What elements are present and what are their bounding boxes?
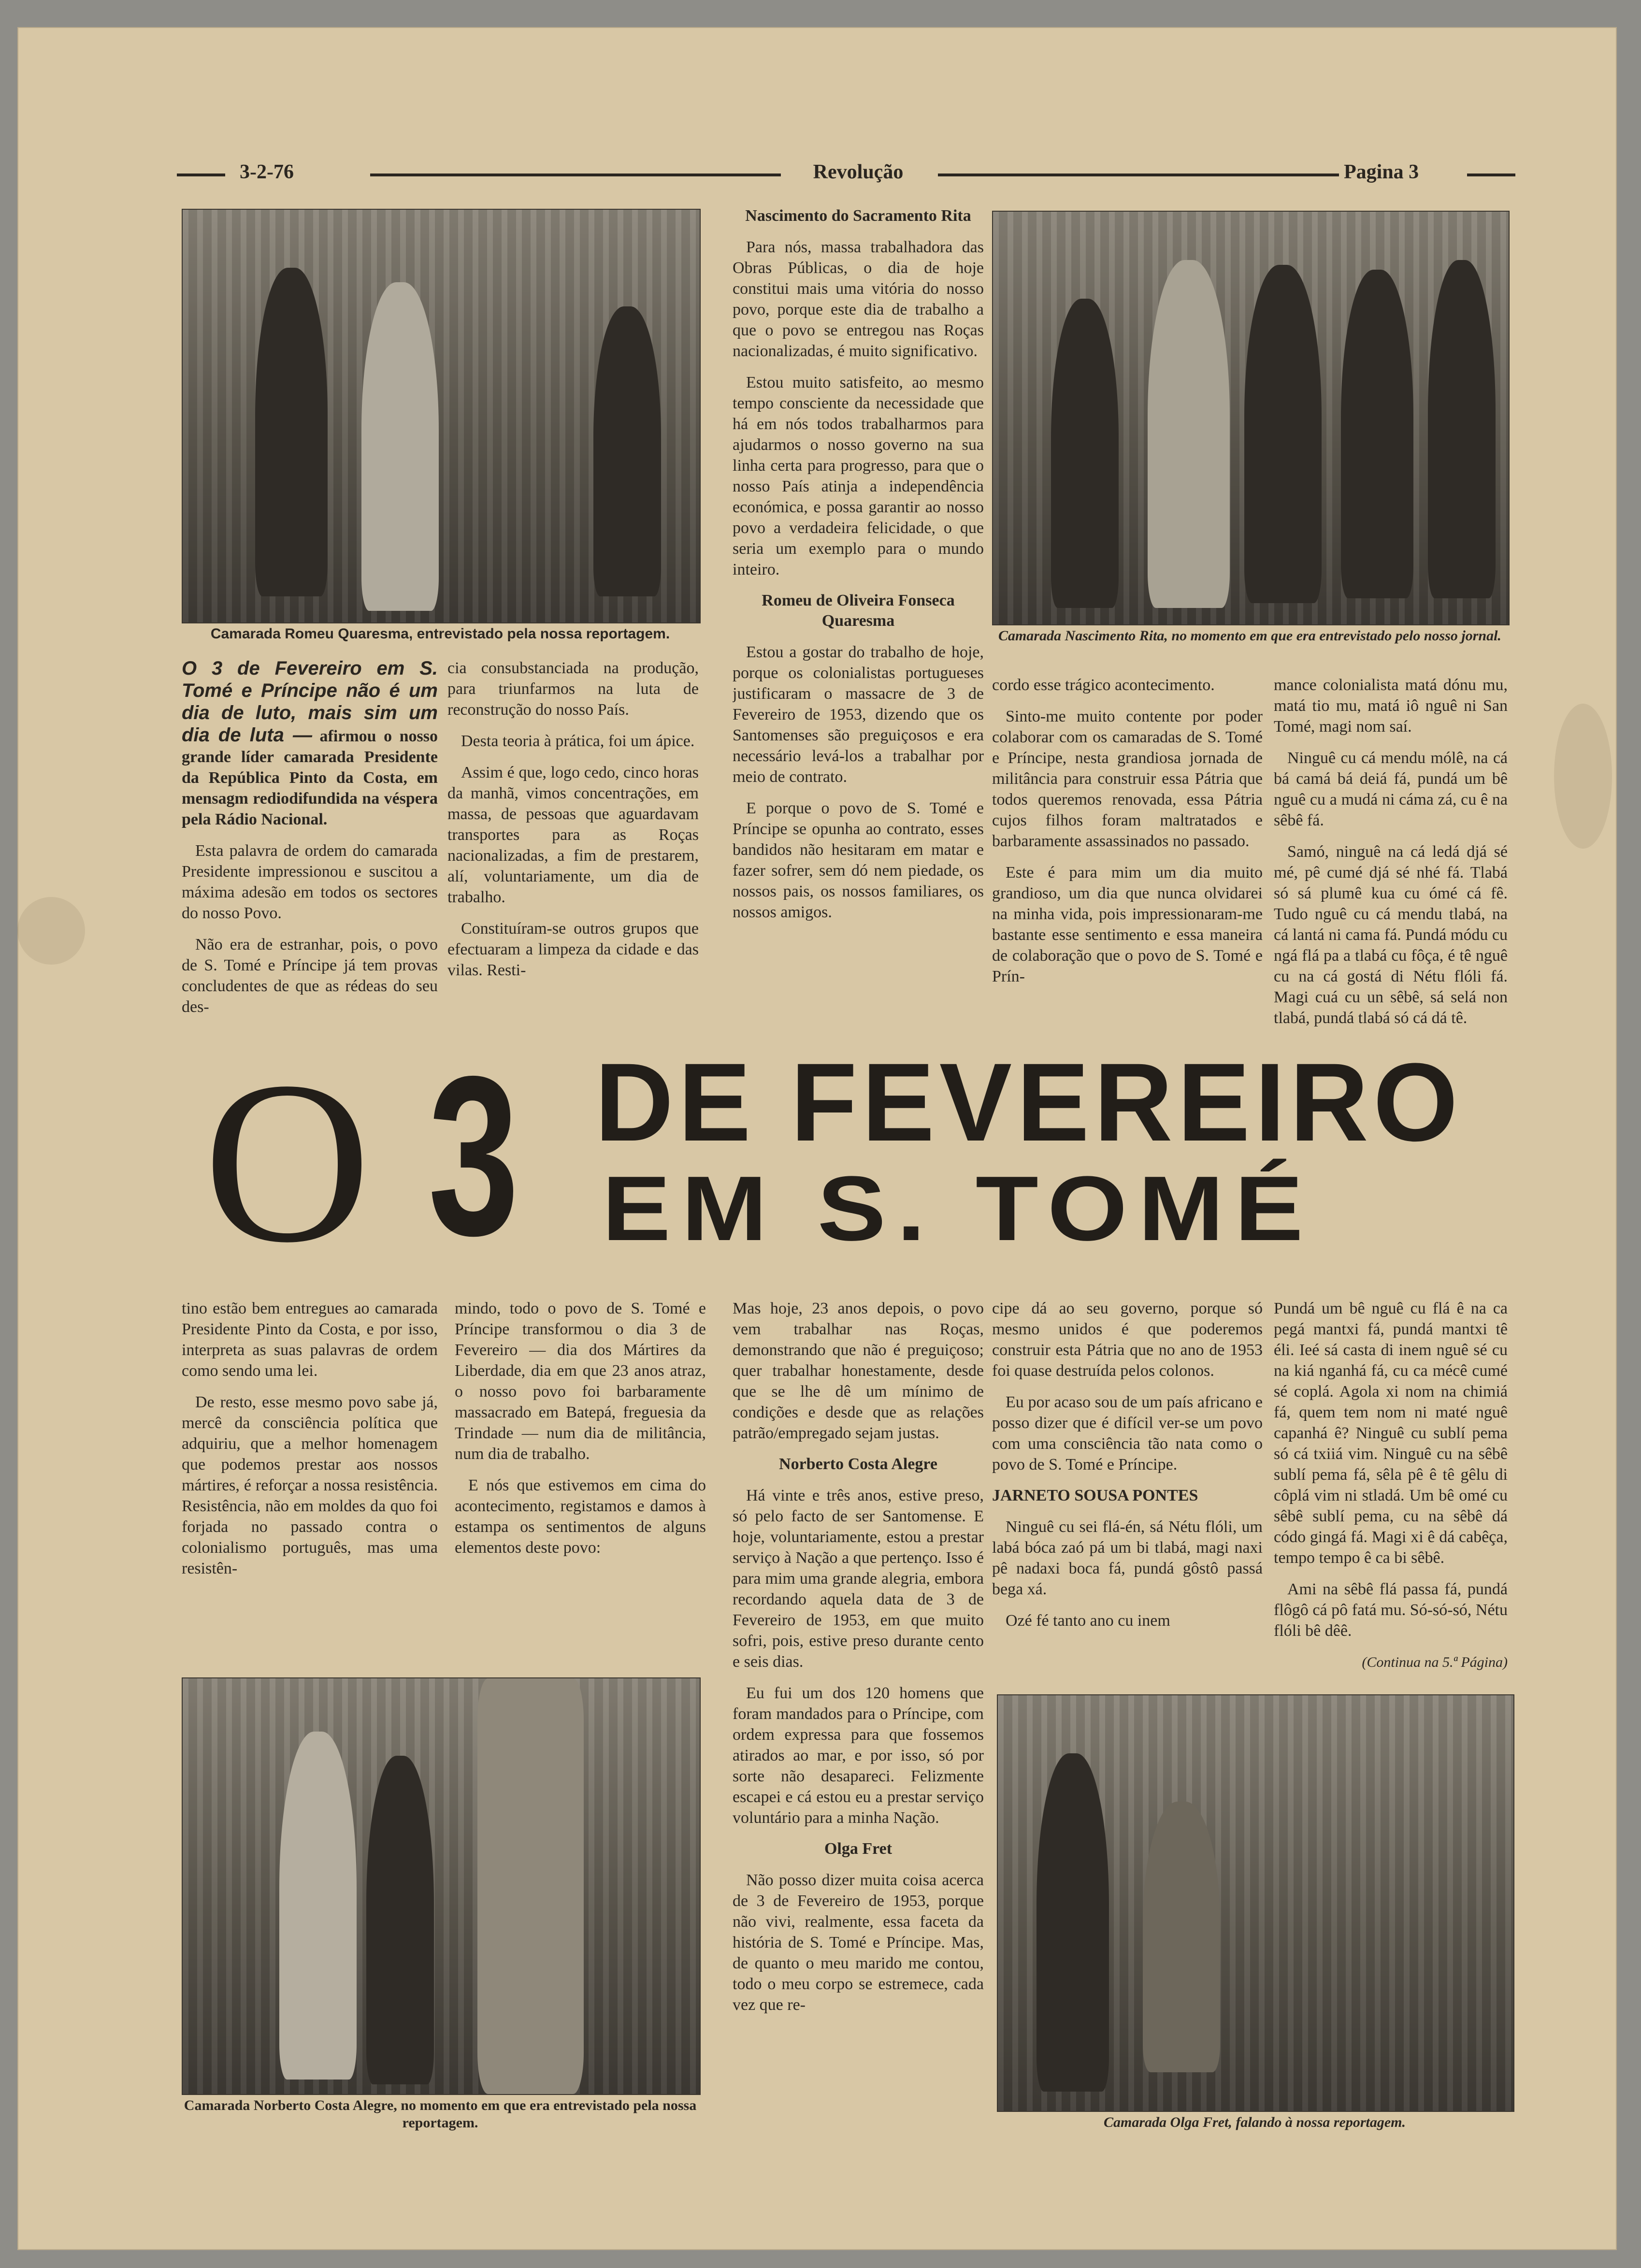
article-column <box>455 1298 706 1680</box>
paragraph: Eu fui um dos 120 homens que foram mandados para o Príncipe, com ordem expressa para que fossemos atirados ao mar, e por isso, só por sorte não desapareci. Felizmente escapei e cá estou eu a prestar serviço voluntário para a minha Nação. <box>733 1684 984 1827</box>
paragraph: E nós que estivemos em cima do acontecimento, registamos e damos à estampa os sentimentos de alguns elementos deste povo: <box>455 1476 706 1557</box>
header-rule-left <box>177 173 225 176</box>
paragraph: Não era de estranhar, pois, o povo de S. Tomé e Príncipe já tem provas concludentes de que as rédeas do seu des- <box>182 936 438 1016</box>
paragraph: Estou muito satisfeito, ao mesmo tempo consciente da necessidade que há em nós todos trabalharmos para ajudarmos o nosso governo na sua linha certa para progresso, para que o nosso País atinja a independência económica, e possa garantir ao nosso povo a verdadeira felicidade, o que seria um exemplo para o mundo inteiro. <box>733 374 984 578</box>
person-figure <box>1051 299 1119 608</box>
paper-name: Revolução <box>813 161 904 183</box>
paragraph: Eu por acaso sou de um país africano e posso dizer que é difícil ver-se um povo com uma consciência tão nata como o povo de S. Tomé e Príncipe. <box>992 1393 1263 1473</box>
person-figure <box>1036 1753 1109 2092</box>
person-figure <box>1148 260 1230 608</box>
headline-three: 3 <box>428 1029 519 1283</box>
paragraph: Samó, ninguê na cá ledá djá sé mé, pê cumé djá sé nhé fá. Tlabá só sá plumê kua cu ómé cá fê. Tudo nguê cu cá mendu tlabá, na cá lantá ni cama fá. Pundá módu cu ngá flá pa a tlabá cu fôça, é tê nguê cu na cá gostá di Nétu flóli fá. Magi cuá cu un sêbê, sá selá non tlabá, pundá tlabá só cá dá tê. <box>1274 843 1508 1027</box>
header-rule-right <box>1467 173 1515 176</box>
paragraph: Para nós, massa trabalhadora das Obras Públicas, o dia de hoje constitui mais uma vitória do nosso povo, porque este dia de trabalho a que o povo se entregou nas Roças nacionalizadas, é muito significativo. <box>733 238 984 360</box>
newspaper-page <box>17 27 1617 2250</box>
photo-caption: Camarada Romeu Quaresma, entrevistado pela nossa reportagem. <box>210 626 670 642</box>
photo-caption: Camarada Olga Fret, falando à nossa reportagem. <box>1103 2114 1406 2130</box>
paragraph: Ozé fé tanto ano cu inem <box>1006 1612 1170 1630</box>
photo-caption: Camarada Norberto Costa Alegre, no momento em que era entrevistado pela nossa reportagem. <box>184 2097 697 2131</box>
photo-romeu-quaresma <box>182 209 701 623</box>
paragraph: Ninguê cu sei flá-én, sá Nétu flóli, um labá bóca zaó pá um bi tlabá, magi naxi pê nadaxi boca fá, pundá gôstô passá bega xá. <box>992 1518 1263 1598</box>
photo-norberto-costa-alegre <box>182 1677 701 2095</box>
paragraph: Não posso dizer muita coisa acerca de 3 de Fevereiro de 1953, porque não vivi, realmente, essa faceta da história de S. Tomé e Príncipe. Mas, de quanto o meu marido me contou, todo o meu corpo se estremece, cada vez que re- <box>733 1871 984 2014</box>
issue-date: 3-2-76 <box>240 161 294 183</box>
interviewee-name: JARNETO SOUSA PONTES <box>992 1487 1198 1504</box>
photo-nascimento-rita <box>992 211 1510 625</box>
person-figure <box>255 268 328 596</box>
paragraph: Estou a gostar do trabalho de hoje, porque os colonialistas portugueses justificaram o massacre de 3 de Fevereiro de 1953, dizendo que os Santomenses são preguiçosos e era necessário levá-los a trabalhar por meio de contrato. <box>733 643 984 786</box>
paragraph: Há vinte e três anos, estive preso, só pelo facto de ser Santomense. E hoje, voluntariamente, estou a prestar serviço à Nação a que pertenço. Isso é para mim uma grande alegria, embora recordando aquela data de 3 de Fevereiro de 1953, em que muito sofri, pois, estive preso durante cento e seis dias. <box>733 1487 984 1671</box>
interviewee-name: Nascimento do Sacramento Rita <box>745 207 971 225</box>
continuation-note: (Continua na 5.ª Página) <box>1362 1654 1508 1670</box>
photo-olga-fret <box>997 1694 1514 2112</box>
paragraph: Assim é que, logo cedo, cinco horas da manhã, vimos concentrações, em massa, de pessoas que aguardavam transportes para as Roças nacionalizadas, a fim de prestarem, alí, voluntariamente, um dia de trabalho. <box>447 764 699 906</box>
photo-caption: Camarada Nascimento Rita, no momento em que era entrevistado pelo nosso jornal. <box>998 628 1501 644</box>
person-figure <box>1143 1802 1220 2072</box>
article-column <box>992 675 1263 1054</box>
interviewee-name: Olga Fret <box>824 1840 892 1858</box>
header-rule <box>370 173 781 176</box>
paper-stain <box>17 897 85 965</box>
paragraph: cordo esse trágico acontecimento. <box>992 676 1215 694</box>
paragraph: Sinto-me muito contente por poder colaborar com os camaradas de S. Tomé e Príncipe, nesta grandiosa jornada de militância para construir essa Pátria que todos queremos renovada, essa Pátria cujos filhos foram maltratados e barbaramente assassinados no passado. <box>992 708 1263 850</box>
headline-o: O <box>203 1033 371 1290</box>
article-column <box>1274 1298 1508 1714</box>
paragraph: Constituíram-se outros grupos que efectuaram a limpeza da cidade e das vilas. Resti- <box>447 920 699 979</box>
person-figure <box>279 1732 357 2080</box>
paragraph: tino estão bem entregues ao camarada Presidente Pinto da Costa, e por isso, interpreta as suas palavras de ordem como sendo uma lei. <box>182 1300 438 1380</box>
paragraph: cia consubstanciada na produção, para triunfarmos na luta de reconstrução do nosso País. <box>447 659 699 719</box>
lead-text: afirmou o nosso grande líder camarada Presidente da República Pinto da Costa, em mensagm rediodifundida na véspera pela Rádio Nacional. <box>182 727 438 828</box>
paragraph: Pundá um bê nguê cu flá ê na ca pegá mantxi fá, pundá mantxi tê éli. Ieé sá casta di inem nguê sé cu na kiá nganhá fá, cu ca mécê cumé sé coplá. Agola xi nom na chimiá fá, quem tem nom ni maté nguê capanhá ê? Ninguê cu sublí pema só cá txiiá vim. Ninguê cu na sêbê sublí pema fá, sêla pê ê tê gêlu di côplá vim ni stladá. Um bê omé cu sêbê sublí pema, cu na sêbê dá códo gingá fá. Magi xi ê dá cabêça, tempo tempo ê ca bi sêbê. <box>1274 1300 1508 1567</box>
interviewee-name: Romeu de Oliveira Fonseca Quaresma <box>762 592 955 630</box>
paragraph: mance colonialista matá dónu mu, matá tio mu, matá iô nguê ni San Tomé, magi nom saí. <box>1274 676 1508 736</box>
headline-line2: EM S. TOMÉ <box>602 1157 1314 1260</box>
paragraph: Esta palavra de ordem do camarada Presidente impressionou e suscitou a máxima adesão em todos os sectores do nosso Povo. <box>182 842 438 922</box>
article-column <box>733 206 984 1054</box>
paper-stain <box>1554 704 1612 849</box>
paragraph: cipe dá ao seu governo, porque só mesmo unidos é que poderemos construir esta Pátria que no ano de 1953 foi quase destruída pelos colonos. <box>992 1300 1263 1380</box>
paragraph: Desta teoria à prática, foi um ápice. <box>461 732 695 750</box>
paragraph: Mas hoje, 23 anos depois, o povo vem trabalhar nas Roças, demonstrando que não é preguiçoso; quer trabalhar honestamente, desde que se lhe dê um mínimo de condições e desde que as relações patrão/empregado sejam justas. <box>733 1300 984 1442</box>
article-column <box>992 1298 1263 1694</box>
headline-line1: DE FEVEREIRO <box>595 1040 1463 1164</box>
paragraph: Ami na sêbê flá passa fá, pundá flôgô cá pô fatá mu. Só-só-só, Nétu flóli bê dêê. <box>1274 1580 1508 1640</box>
paragraph: mindo, todo o povo de S. Tomé e Príncipe transformou o dia 3 de Fevereiro — dia dos Mártires da Liberdade, dia em que 23 anos atraz, o nosso povo foi barbaramente massacrado em Batepá, freguesia da Trindade — num dia de militância, num dia de trabalho. <box>455 1300 706 1463</box>
tree-trunk <box>477 1678 584 2094</box>
article-column <box>733 1298 984 2158</box>
paragraph: Este é para mim um dia muito grandioso, um dia que nunca olvidarei na minha vida, pois impressionaram-me bastante esse sentimento e essa maneira de colaboração que o povo de S. Tomé e Prín- <box>992 864 1263 985</box>
article-column <box>182 1298 438 1680</box>
person-figure <box>366 1756 434 2084</box>
interviewee-name: Norberto Costa Alegre <box>779 1455 937 1473</box>
lead-quote: O 3 de Fevereiro em S. Tomé e Príncipe não é um dia de luto, mais sim um dia de luta — <box>182 658 438 746</box>
person-figure <box>1341 270 1413 598</box>
paragraph: De resto, esse mesmo povo sabe já, mercê da consciência política que adquiriu, que a melhor homenagem que podemos prestar aos nossos mártires, é reforçar a nossa resistência. Resistência, não em moldes da quo foi forjada no passado contra o colonialismo português, mas uma resistên- <box>182 1393 438 1577</box>
person-figure <box>593 306 661 596</box>
page-number: Pagina 3 <box>1344 161 1419 183</box>
person-figure <box>1428 260 1496 598</box>
person-figure <box>361 282 439 611</box>
person-figure <box>1244 265 1322 603</box>
paragraph: E porque o povo de S. Tomé e Príncipe se opunha ao contrato, esses bandidos não hesitaram em matar e fazer sofrer, sem dó nem piedade, os nossos pais, os nossos familiares, os nossos amigos. <box>733 799 984 921</box>
article-column <box>1274 675 1508 1054</box>
article-column <box>182 658 438 1054</box>
paragraph: Ninguê cu cá mendu mólê, na cá bá camá bá deiá fá, pundá um bê nguê cu a mudá ni cáma zá, cu ê na sêbê fá. <box>1274 749 1508 829</box>
article-column <box>447 658 699 1054</box>
header-rule <box>938 173 1339 176</box>
